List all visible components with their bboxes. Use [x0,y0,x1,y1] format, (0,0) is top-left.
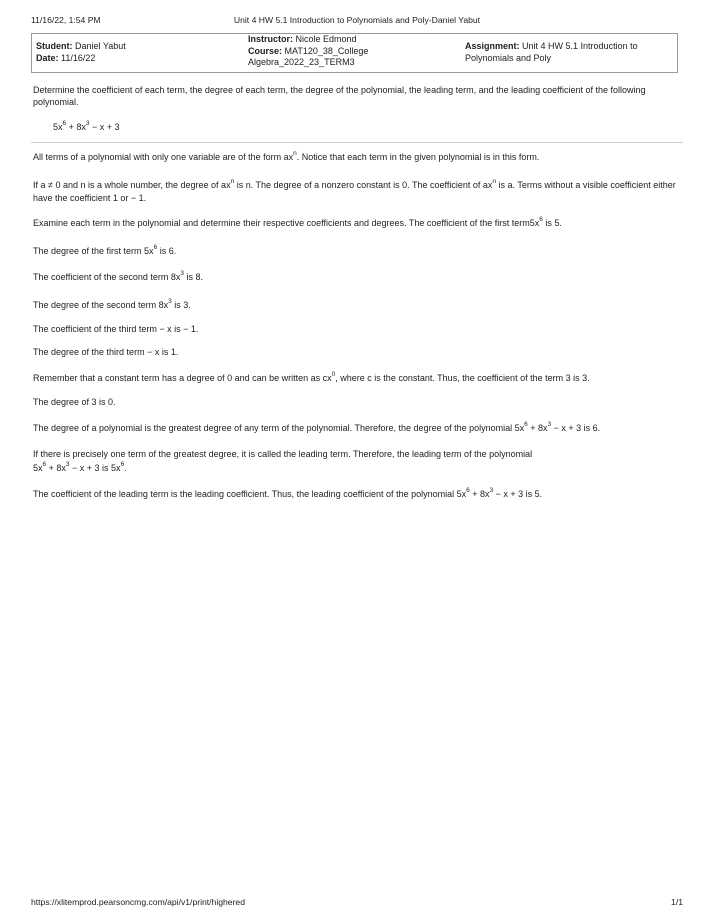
course-name: MAT120_38_College [284,45,369,56]
solution-step-2: If a ≠ 0 and n is a whole number, the degree of $ax^n$ is n. The degree of a nonzero constant is 0. The coefficient of $ax^n$ is a. Terms without a visible coefficient either have the coefficient 1 or − 1. [33,178,676,203]
print-header [31,15,683,27]
date-value: 11/16/22 [61,52,96,63]
course-label: Course: [248,45,283,56]
page-number: 1/1 [671,897,683,907]
solution-step-1: All terms of a polynomial with only one variable are of the form $ax^n$. Notice that each term in the given polynomial is in this form. [33,150,540,162]
student-name: Daniel Yabut [75,41,126,51]
student-cell [36,41,236,64]
solution-step-12: If there is precisely one term of the greatest degree, it is called the leading term. Therefore, the leading term of the polynomial $5x^6 + 8x^3 - x + 3$ is $5x^6$. [33,449,533,473]
course-cell [248,34,448,69]
solution-step-4: The degree of the first term $5x^6$ is 6. [33,244,177,256]
course-name-line2: Algebra_2022_23_TERM3 [248,57,355,67]
solution-step-3: Examine each term in the polynomial and determine their respective coefficients and degrees. The coefficient of the first $term5x^6$ is 5. [33,216,562,228]
polynomial-expression: $5x^6 + 8x^3 - x + 3$ [53,120,120,132]
solution-step-5: The coefficient of the second term $8x^3$ is 8. [33,270,204,282]
question-text: Determine the coefficient of each term, the degree of each term, the degree of the polynomial, the leading term, and the leading coefficient of the following polynomial. [33,85,646,107]
solution-step-10: The degree of 3 is 0. [33,397,116,407]
solution-step-9: Remember that a constant term has a degree of 0 and can be written as $cx^0$, where c is the constant. Thus, the coefficient of the term 3 is 3. [33,371,590,383]
solution-step-8: The degree of the third term − x is 1. [33,347,179,357]
solution-step-13: The coefficient of the leading term is the leading coefficient. Thus, the leading coefficient of the polynomial $5x^6 + 8x^3 - x + 3$ is 5. [33,487,543,499]
instructor-name: Nicole Edmond [295,34,357,44]
instructor-label: Instructor: [248,34,293,44]
assignment-label: Assignment: [465,41,520,51]
assignment-cell [465,41,675,64]
section-divider [31,142,683,143]
assignment-name-line2: Polynomials and Poly [465,52,552,63]
solution-step-11: The degree of a polynomial is the greatest degree of any term of the polynomial. Therefore, the degree of the polynomial $5x^6 + 8x^3 - x + 3$ is 6. [33,421,601,433]
assignment-info-box [31,33,678,73]
date-label: Date: [36,52,59,63]
source-url: https://xlitemprod.pearsoncmg.com/api/v1/print/highered [31,897,245,907]
print-datetime: 11/16/22, 1:54 PM [31,15,101,25]
assignment-name: Unit 4 HW 5.1 Introduction to [522,41,638,51]
solution-step-6: The degree of the second term $8x^3$ is 3. [33,298,191,310]
print-footer [31,897,683,907]
solution-step-7: The coefficient of the third term − x is − 1. [33,324,199,334]
print-title: Unit 4 HW 5.1 Introduction to Polynomials and Poly-Daniel Yabut [233,15,481,25]
student-label: Student: [36,41,73,51]
